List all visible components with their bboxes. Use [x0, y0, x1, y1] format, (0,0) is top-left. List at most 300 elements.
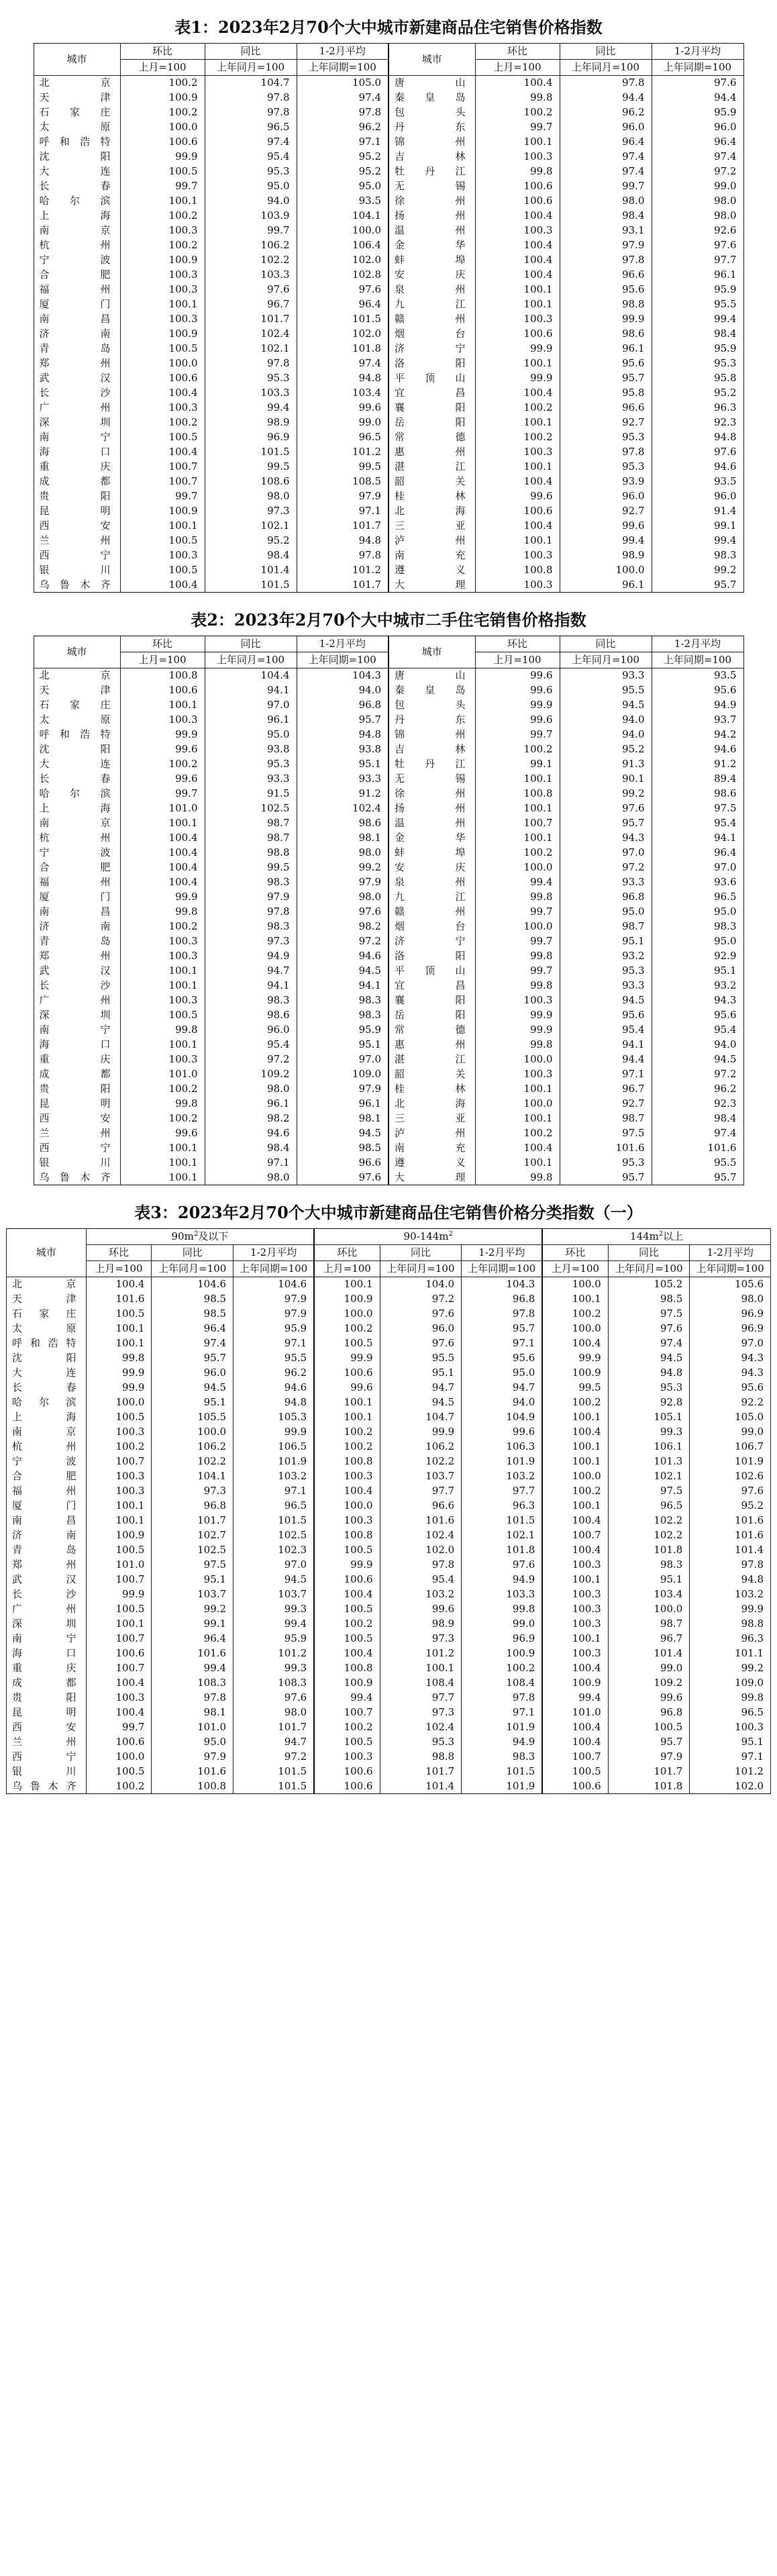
table1-value-cell: 95.7 [652, 578, 743, 593]
table2-value-cell: 100.3 [120, 713, 205, 728]
table3-value-cell: 100.8 [314, 1454, 380, 1469]
table2-value-cell: 99.8 [475, 1171, 560, 1185]
table3-value-cell: 94.5 [608, 1351, 690, 1366]
table2-value-cell: 94.1 [205, 979, 297, 993]
table3-value-cell: 100.1 [314, 1395, 380, 1410]
table2-row [34, 905, 743, 920]
table3-value-cell: 106.3 [462, 1440, 543, 1454]
table3-value-cell: 95.5 [380, 1351, 462, 1366]
table2-city-cell: 蚌埠 [389, 846, 475, 860]
table3-value-cell: 105.2 [608, 1277, 690, 1292]
table1-value-cell: 102.8 [297, 268, 389, 283]
table3-value-cell: 95.9 [234, 1322, 315, 1336]
table3-value-cell: 99.8 [86, 1351, 152, 1366]
table3-city-cell: 成都 [7, 1676, 87, 1691]
table1-value-cell: 100.1 [475, 297, 560, 312]
table3-value-cell: 100.4 [314, 1484, 380, 1499]
table2-city-cell: 福州 [34, 875, 120, 890]
table2-city-cell: 北海 [389, 1097, 475, 1111]
table2-city-cell: 牡丹江 [389, 757, 475, 772]
table2-value-cell: 95.1 [560, 934, 652, 949]
table3-header-yoy-1: 同比 [152, 1245, 234, 1261]
table3-value-cell: 105.3 [234, 1410, 315, 1425]
table2-city-cell: 湛江 [389, 1052, 475, 1067]
table1-value-cell: 95.3 [652, 356, 743, 371]
table2-value-cell: 98.3 [205, 875, 297, 890]
table2-city-cell: 安庆 [389, 860, 475, 875]
table3-value-cell: 100.0 [314, 1499, 380, 1514]
table2-value-cell: 95.4 [652, 816, 743, 831]
table1-city-cell: 无锡 [389, 179, 475, 194]
table1-city-cell: 锦州 [389, 135, 475, 150]
table3-row [7, 1646, 771, 1661]
table1-row [34, 504, 743, 519]
table3-city-cell: 石家庄 [7, 1307, 87, 1322]
table3-value-cell: 106.5 [234, 1440, 315, 1454]
table3-value-cell: 105.0 [690, 1410, 771, 1425]
table3-value-cell: 96.4 [152, 1322, 234, 1336]
table3-value-cell: 98.0 [690, 1292, 771, 1307]
table3-value-cell: 100.1 [542, 1632, 608, 1646]
table1-value-cell: 100.4 [475, 76, 560, 91]
table1-value-cell: 95.2 [297, 164, 389, 179]
table1-value-cell: 103.4 [297, 386, 389, 401]
table3-value-cell: 95.9 [234, 1632, 315, 1646]
table2-city-cell: 成都 [34, 1067, 120, 1082]
table3-value-cell: 97.1 [234, 1484, 315, 1499]
table3-city-cell: 太原 [7, 1322, 87, 1336]
table1-value-cell: 93.1 [560, 224, 652, 238]
table3-value-cell: 100.5 [542, 1765, 608, 1779]
table1-value-cell: 96.5 [205, 120, 297, 135]
table3-value-cell: 99.2 [152, 1602, 234, 1617]
table2-value-cell: 100.4 [120, 860, 205, 875]
table2-value-cell: 98.0 [297, 846, 389, 860]
table1-value-cell: 98.8 [560, 297, 652, 312]
table3-city-cell: 合肥 [7, 1469, 87, 1484]
table1-row [34, 76, 743, 91]
table2-city-cell: 长沙 [34, 979, 120, 993]
table3-value-cell: 100.3 [314, 1469, 380, 1484]
table1-city-cell: 大理 [389, 578, 475, 593]
table3-value-cell: 95.7 [608, 1735, 690, 1750]
table1-value-cell: 100.1 [120, 194, 205, 209]
table3-value-cell: 99.9 [314, 1351, 380, 1366]
table1-value-cell: 104.1 [297, 209, 389, 224]
table2-city-cell: 济南 [34, 920, 120, 934]
table3-city-cell: 北京 [7, 1277, 87, 1292]
table3-value-cell: 100.1 [542, 1573, 608, 1587]
table3-row [7, 1573, 771, 1587]
table3-g1-sup: 2 [193, 1230, 199, 1238]
table2-value-cell: 94.1 [560, 1038, 652, 1052]
table2-value-cell: 97.9 [297, 875, 389, 890]
table1-city-cell: 九江 [389, 297, 475, 312]
table2-value-cell: 109.2 [205, 1067, 297, 1082]
table3-value-cell: 109.0 [690, 1676, 771, 1691]
table3-value-cell: 100.4 [542, 1425, 608, 1440]
table3-subheader-yoy-2: 上年同月=100 [380, 1261, 462, 1277]
table3-value-cell: 95.2 [690, 1499, 771, 1514]
table1-row [34, 312, 743, 327]
table3-value-cell: 100.1 [542, 1410, 608, 1425]
table2-city-cell: 惠州 [389, 1038, 475, 1052]
table2-value-cell: 96.7 [560, 1082, 652, 1097]
table2-value-cell: 97.6 [560, 801, 652, 816]
table1-value-cell: 99.8 [475, 91, 560, 105]
table2-value-cell: 97.5 [560, 1126, 652, 1141]
table3-value-cell: 100.4 [542, 1661, 608, 1676]
table3-value-cell: 100.3 [86, 1469, 152, 1484]
table3-value-cell: 100.4 [542, 1514, 608, 1528]
table1-value-cell: 99.9 [475, 342, 560, 356]
table2-city-cell: 襄阳 [389, 993, 475, 1008]
table2-row [34, 728, 743, 742]
table3-value-cell: 101.6 [380, 1514, 462, 1528]
table3-value-cell: 97.7 [462, 1484, 543, 1499]
table1-value-cell: 91.4 [652, 504, 743, 519]
table1-subheader-avg: 上年同期=100 [297, 60, 389, 76]
table3-value-cell: 101.6 [86, 1292, 152, 1307]
table1-value-cell: 101.2 [297, 445, 389, 460]
table3-value-cell: 104.9 [462, 1410, 543, 1425]
table3-g1-tail: 及以下 [198, 1230, 229, 1242]
table2-city-cell: 无锡 [389, 772, 475, 787]
table2-value-cell: 100.1 [120, 979, 205, 993]
table3-g3-tail: 以上 [663, 1230, 684, 1242]
table1-value-cell: 100.9 [120, 327, 205, 342]
table3-value-cell: 97.9 [152, 1750, 234, 1765]
table3-value-cell: 97.0 [234, 1558, 315, 1573]
table3-value-cell: 95.7 [462, 1322, 543, 1336]
table3-value-cell: 100.2 [314, 1322, 380, 1336]
table2-row [34, 993, 743, 1008]
table3-value-cell: 102.5 [152, 1543, 234, 1558]
table3-value-cell: 95.7 [152, 1351, 234, 1366]
table3-value-cell: 98.1 [152, 1705, 234, 1720]
table3-value-cell: 96.9 [462, 1632, 543, 1646]
table3-value-cell: 101.8 [608, 1543, 690, 1558]
table2-value-cell: 98.7 [560, 1111, 652, 1126]
table2-value-cell: 95.3 [205, 757, 297, 772]
table2-value-cell: 93.8 [205, 742, 297, 757]
table1-value-cell: 95.3 [560, 460, 652, 475]
table3-value-cell: 100.2 [542, 1484, 608, 1499]
table3-value-cell: 103.2 [690, 1587, 771, 1602]
table2-value-cell: 96.6 [297, 1156, 389, 1171]
table3-city-cell: 福州 [7, 1484, 87, 1499]
table3-value-cell: 99.9 [86, 1366, 152, 1381]
table1-row [34, 179, 743, 194]
table3-row [7, 1381, 771, 1395]
table1-value-cell: 92.7 [560, 415, 652, 430]
table3-value-cell: 108.3 [234, 1676, 315, 1691]
table1-value-cell: 96.2 [560, 105, 652, 120]
table2-value-cell: 100.8 [475, 787, 560, 801]
table3-value-cell: 97.1 [690, 1750, 771, 1765]
table1-value-cell: 99.0 [652, 179, 743, 194]
table3-row [7, 1395, 771, 1410]
table3-value-cell: 94.5 [380, 1395, 462, 1410]
table2-value-cell: 100.3 [475, 1067, 560, 1082]
table1-value-cell: 95.9 [652, 342, 743, 356]
table1-value-cell: 100.1 [475, 283, 560, 297]
table2-value-cell: 100.7 [475, 816, 560, 831]
table3-value-cell: 100.5 [314, 1336, 380, 1351]
table3-value-cell: 96.0 [152, 1366, 234, 1381]
table3-value-cell: 99.9 [86, 1587, 152, 1602]
table1-value-cell: 100.3 [475, 445, 560, 460]
table1-value-cell: 96.6 [560, 268, 652, 283]
table1-value-cell: 99.4 [652, 534, 743, 548]
table2-header-city-right: 城市 [389, 636, 475, 668]
table1-row [34, 356, 743, 371]
table3-value-cell: 100.1 [86, 1499, 152, 1514]
table1-value-cell: 96.4 [297, 297, 389, 312]
table1-header-mom-right: 环比 [475, 44, 560, 60]
table2-row [34, 979, 743, 993]
table2-city-cell: 温州 [389, 816, 475, 831]
table1-row [34, 475, 743, 489]
table1-value-cell: 95.5 [652, 297, 743, 312]
table1-city-cell: 烟台 [389, 327, 475, 342]
table2-row [34, 742, 743, 757]
table2-value-cell: 95.0 [652, 905, 743, 920]
table2-value-cell: 95.3 [560, 1156, 652, 1171]
table2-city-cell: 郑州 [34, 949, 120, 964]
table2-city-cell: 宜昌 [389, 979, 475, 993]
table3-value-cell: 104.6 [152, 1277, 234, 1292]
table1-value-cell: 99.2 [652, 563, 743, 578]
table1-value-cell: 100.6 [475, 327, 560, 342]
table1-value-cell: 100.2 [120, 209, 205, 224]
table3-value-cell: 99.4 [314, 1691, 380, 1705]
table2-subheader-yoy: 上年同月=100 [205, 652, 297, 668]
table3-value-cell: 100.4 [542, 1720, 608, 1735]
table3-value-cell: 97.7 [380, 1691, 462, 1705]
table3-value-cell: 100.7 [314, 1705, 380, 1720]
table1-city-cell: 天津 [34, 91, 120, 105]
table2-city-cell: 呼和浩特 [34, 728, 120, 742]
table2-value-cell: 97.2 [205, 1052, 297, 1067]
table3-value-cell: 100.4 [86, 1705, 152, 1720]
table2-value-cell: 91.2 [652, 757, 743, 772]
table1-row [34, 430, 743, 445]
table3-value-cell: 100.1 [542, 1499, 608, 1514]
table3-value-cell: 99.3 [234, 1602, 315, 1617]
table1-row [34, 297, 743, 312]
table3-value-cell: 103.4 [608, 1587, 690, 1602]
table2-value-cell: 98.6 [297, 816, 389, 831]
table1-value-cell: 100.6 [475, 179, 560, 194]
table3-value-cell: 109.2 [608, 1676, 690, 1691]
table2-value-cell: 97.4 [652, 1126, 743, 1141]
table2-header-yoy: 同比 [205, 636, 297, 652]
table1-value-cell: 100.6 [475, 194, 560, 209]
table2-value-cell: 94.5 [560, 698, 652, 713]
table3-value-cell: 99.6 [380, 1602, 462, 1617]
table2-row [34, 890, 743, 905]
table3-header-group-large [542, 1229, 770, 1245]
table3-value-cell: 100.5 [314, 1735, 380, 1750]
table3-value-cell: 100.0 [314, 1307, 380, 1322]
table3-value-cell: 99.0 [462, 1617, 543, 1632]
table3-value-cell: 94.3 [690, 1351, 771, 1366]
table2-city-cell: 桂林 [389, 1082, 475, 1097]
table1-value-cell: 98.3 [652, 548, 743, 563]
table2-row [34, 1156, 743, 1171]
table2-value-cell: 98.3 [297, 1008, 389, 1023]
table2-city-cell: 太原 [34, 713, 120, 728]
table1-city-cell: 武汉 [34, 371, 120, 386]
table3-value-cell: 103.3 [462, 1587, 543, 1602]
table2-value-cell: 99.5 [205, 860, 297, 875]
table3-g3-sup: 2 [658, 1230, 664, 1238]
table2-value-cell: 102.5 [205, 801, 297, 816]
table3-value-cell: 102.5 [234, 1528, 315, 1543]
table1-value-cell: 101.7 [297, 519, 389, 534]
table2-city-cell: 常德 [389, 1023, 475, 1038]
table3-value-cell: 100.8 [314, 1661, 380, 1676]
table3-value-cell: 96.0 [380, 1322, 462, 1336]
table2-value-cell: 97.0 [205, 698, 297, 713]
table3-row [7, 1514, 771, 1528]
table2-value-cell: 100.1 [120, 964, 205, 979]
table1-value-cell: 108.5 [297, 475, 389, 489]
table3-value-cell: 99.9 [86, 1381, 152, 1395]
table3-value-cell: 97.1 [234, 1336, 315, 1351]
table2-value-cell: 109.0 [297, 1067, 389, 1082]
table1-city-cell: 徐州 [389, 194, 475, 209]
table3-row [7, 1617, 771, 1632]
table2-value-cell: 98.2 [297, 920, 389, 934]
table3-value-cell: 99.3 [234, 1661, 315, 1676]
table3-value-cell: 102.0 [380, 1543, 462, 1558]
table1-value-cell: 94.4 [560, 91, 652, 105]
table3-value-cell: 101.7 [234, 1720, 315, 1735]
table1-city-cell: 唐山 [389, 76, 475, 91]
table3-city-cell: 呼和浩特 [7, 1336, 87, 1351]
table2-value-cell: 95.4 [652, 1023, 743, 1038]
table1-value-cell: 100.6 [120, 371, 205, 386]
table1-row [34, 253, 743, 268]
table2-value-cell: 97.9 [205, 890, 297, 905]
table1-value-cell: 100.6 [120, 135, 205, 150]
table3-value-cell: 97.5 [152, 1558, 234, 1573]
table1-value-cell: 106.2 [205, 238, 297, 253]
table1-value-cell: 100.0 [120, 120, 205, 135]
table2-value-cell: 99.9 [475, 1023, 560, 1038]
table3-value-cell: 94.7 [462, 1381, 543, 1395]
table1-value-cell: 100.0 [120, 356, 205, 371]
table2-value-cell: 99.9 [120, 728, 205, 742]
table1-city-cell: 常德 [389, 430, 475, 445]
table2-value-cell: 98.3 [205, 920, 297, 934]
table3-city-cell: 济南 [7, 1528, 87, 1543]
table2-row [34, 801, 743, 816]
table3-value-cell: 106.2 [152, 1440, 234, 1454]
table2-value-cell: 92.9 [652, 949, 743, 964]
table1-city-cell: 杭州 [34, 238, 120, 253]
table1-row [34, 164, 743, 179]
table3-subheader-mom-1: 上月=100 [86, 1261, 152, 1277]
table1-value-cell: 100.1 [475, 356, 560, 371]
table3-value-cell: 96.8 [608, 1705, 690, 1720]
table1-row [34, 534, 743, 548]
table3-value-cell: 101.0 [152, 1720, 234, 1735]
table1-city-cell: 太原 [34, 120, 120, 135]
table1-value-cell: 97.9 [297, 489, 389, 504]
table2-value-cell: 98.6 [652, 787, 743, 801]
table2-value-cell: 99.7 [475, 964, 560, 979]
table2-value-cell: 98.7 [205, 816, 297, 831]
table1-value-cell: 97.6 [205, 283, 297, 297]
table3-row [7, 1322, 771, 1336]
table2-value-cell: 99.6 [120, 742, 205, 757]
table3-value-cell: 96.5 [690, 1705, 771, 1720]
table3-value-cell: 97.3 [380, 1705, 462, 1720]
table3-header-group-medium [314, 1229, 542, 1245]
table2-value-cell: 93.6 [652, 875, 743, 890]
table1-value-cell: 95.9 [652, 283, 743, 297]
table3-value-cell: 101.6 [690, 1514, 771, 1528]
table3-value-cell: 103.7 [234, 1587, 315, 1602]
table3-subheader-avg-3: 上年同期=100 [690, 1261, 771, 1277]
table3-value-cell: 95.1 [608, 1573, 690, 1587]
table2-value-cell: 99.6 [475, 713, 560, 728]
table2-value-cell: 99.8 [120, 905, 205, 920]
table1-value-cell: 100.1 [475, 460, 560, 475]
table2-value-cell: 100.0 [475, 860, 560, 875]
table2-header-mom-right: 环比 [475, 636, 560, 652]
table3-subheader-avg-1: 上年同期=100 [234, 1261, 315, 1277]
table1-value-cell: 100.9 [120, 91, 205, 105]
table2-value-cell: 95.0 [560, 905, 652, 920]
table3-value-cell: 101.9 [462, 1454, 543, 1469]
table2-value-cell: 95.0 [652, 934, 743, 949]
table1-city-cell: 西宁 [34, 548, 120, 563]
table2-row [34, 713, 743, 728]
table3-value-cell: 102.1 [462, 1528, 543, 1543]
table3-value-cell: 100.6 [314, 1765, 380, 1779]
table3-subheader-yoy-1: 上年同月=100 [152, 1261, 234, 1277]
table2-value-cell: 89.4 [652, 772, 743, 787]
table1-value-cell: 97.6 [297, 283, 389, 297]
table3-city-cell: 厦门 [7, 1499, 87, 1514]
table3-value-cell: 100.2 [462, 1661, 543, 1676]
table3-value-cell: 105.1 [608, 1410, 690, 1425]
table1-value-cell: 100.3 [120, 283, 205, 297]
table3-value-cell: 95.1 [152, 1395, 234, 1410]
table1-city-cell: 厦门 [34, 297, 120, 312]
table1-value-cell: 100.4 [475, 238, 560, 253]
table1-value-cell: 93.5 [297, 194, 389, 209]
table2-city-cell: 徐州 [389, 787, 475, 801]
table2-value-cell: 96.1 [205, 713, 297, 728]
table2-city-cell: 青岛 [34, 934, 120, 949]
table3-city-cell: 上海 [7, 1410, 87, 1425]
table3-value-cell: 97.9 [234, 1292, 315, 1307]
table2-city-cell: 大连 [34, 757, 120, 772]
table1-city-cell: 金华 [389, 238, 475, 253]
table2-city-cell: 韶关 [389, 1067, 475, 1082]
table1-value-cell: 100.4 [475, 268, 560, 283]
table1-value-cell: 97.4 [297, 91, 389, 105]
table1-value-cell: 99.9 [560, 312, 652, 327]
table3-value-cell: 97.4 [152, 1336, 234, 1351]
table1-value-cell: 99.4 [560, 534, 652, 548]
table3-value-cell: 97.9 [608, 1750, 690, 1765]
